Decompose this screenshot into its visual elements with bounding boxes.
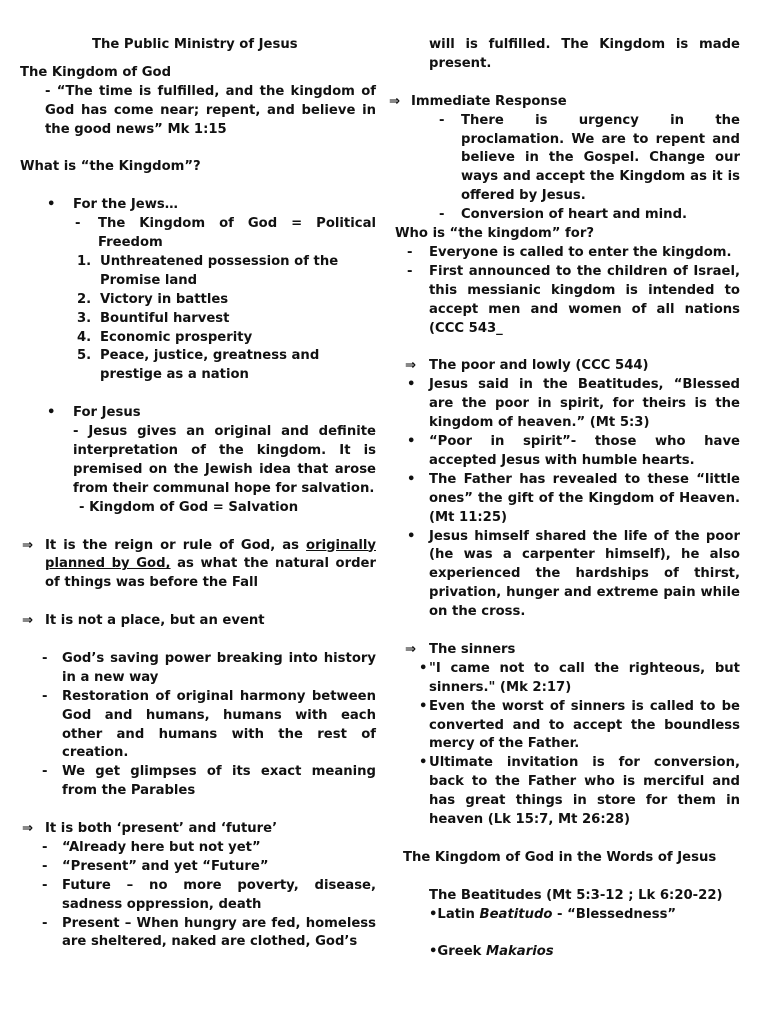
page-title: The Public Ministry of Jesus [92, 37, 298, 52]
political-freedom-item [20, 215, 376, 253]
list-item: 1. Unthreatened possession of the Promise land [77, 253, 339, 288]
list-item: • Ultimate invitation is for conversion, back to the Father who is merciful and has great things in store for them in heaven (Lk 15:7, Mt 26:28) [419, 755, 740, 828]
left-column [20, 36, 376, 952]
immediate-list [395, 112, 740, 225]
reign-text-post: as what the natural order of things was before the Fall [45, 556, 376, 591]
poor-heading [395, 357, 740, 376]
mk-quote: - “The time is fulfilled, and the kingdom of God has come near; repent, and believe in the good news” Mk 1:15 [45, 83, 376, 137]
list-item: - First announced to the children of Israel, this messianic kingdom is intended to accept men and women of all nations (CCC 543_ [407, 263, 740, 336]
right-column [389, 36, 740, 962]
greek-line: •Greek Makarios [429, 944, 554, 960]
for-jews-bullet [20, 196, 376, 215]
for-jews-label: For the Jews… [73, 197, 178, 213]
bullet-marker: • [47, 405, 56, 421]
list-item: - We get glimpses of its exact meaning from the Parables [42, 764, 376, 799]
list-item: • Even the worst of sinners is called to be converted and to accept the boundless mercy of the Father. [419, 698, 740, 752]
latin-word: Beatitudo [479, 906, 553, 922]
arrow-icon: ⇒ [405, 641, 417, 657]
political-freedom-text: The Kingdom of God = Political Freedom [98, 216, 376, 251]
dash-marker: - [75, 216, 81, 232]
continuation-text: will is fulfilled. The Kingdom is made present. [429, 37, 740, 71]
arrow-icon: ⇒ [22, 821, 34, 837]
beatitudes-line: The Beatitudes (Mt 5:3-12 ; Lk 6:20-22) [429, 887, 723, 903]
salvation-line: - Kingdom of God = Salvation [79, 499, 299, 515]
list-item: • Jesus himself shared the life of the poor (he was a carpenter himself), he also experienced the hardships of thirst, privation, hunger and extreme pain while on the cross. [407, 528, 740, 620]
list-item: • The Father has revealed to these “little ones” the gift of the Kingdom of Heaven. (Mt 11:25) [407, 471, 740, 525]
arrow-icon: ⇒ [389, 93, 401, 109]
list-item: - Everyone is called to enter the kingdom. [407, 244, 732, 260]
list-item: 2. Victory in battles [77, 291, 229, 307]
sinners-heading [395, 641, 740, 660]
immediate-heading [389, 93, 740, 112]
arrow-icon: ⇒ [22, 613, 34, 629]
present-future-heading [20, 820, 376, 839]
list-item: - Present – When hungry are fed, homeless are sheltered, naked are clothed, God’s [42, 915, 376, 950]
words-heading: The Kingdom of God in the Words of Jesus [403, 849, 717, 865]
for-jesus-label: For Jesus [73, 405, 141, 421]
list-item: - Restoration of original harmony between God and humans, humans with each other and humans with the rest of creation. [42, 688, 376, 761]
list-item: • “Poor in spirit”- those who have accepted Jesus with humble hearts. [407, 434, 740, 468]
event-heading-text: It is not a place, but an event [45, 613, 265, 629]
arrow-icon: ⇒ [22, 537, 34, 553]
kingdom-heading: The Kingdom of God [20, 64, 172, 80]
list-item: - Conversion of heart and mind. [439, 207, 688, 223]
arrow-icon: ⇒ [405, 358, 417, 374]
reign-underlined: originally planned by God, [45, 537, 376, 572]
sinners-heading-text: The sinners [429, 641, 516, 657]
greek-word: Makarios [486, 944, 554, 960]
list-item: • "I came not to call the righteous, but sinners." (Mk 2:17) [419, 660, 740, 695]
reign-point [20, 537, 376, 594]
poor-heading-text: The poor and lowly (CCC 544) [429, 358, 649, 374]
reign-text-pre: It is the reign or rule of God, as [45, 537, 307, 553]
list-item: - Future – no more poverty, disease, sadness oppression, death [42, 877, 376, 912]
jews-hopes-list [20, 253, 376, 385]
who-heading: Who is “the kingdom” for? [395, 226, 595, 242]
jesus-interpretation: - Jesus gives an original and definite interpretation of the kingdom. It is premised on the Jewish idea that arose from their communal hope for salvation. [73, 424, 376, 496]
event-list [20, 650, 376, 801]
list-item: • Jesus said in the Beatitudes, “Blessed are the poor in spirit, for theirs is the kingdom of heaven.” (Mt 5:3) [407, 377, 740, 431]
list-item: - “Already here but not yet” [42, 839, 261, 855]
immediate-heading-text: Immediate Response [411, 93, 567, 109]
list-item: 3. Bountiful harvest [77, 310, 230, 326]
poor-list [395, 376, 740, 622]
list-item: - God’s saving power breaking into history in a new way [42, 650, 376, 685]
for-jesus-bullet [20, 404, 376, 423]
event-heading [20, 612, 376, 631]
sinners-list [395, 660, 740, 830]
list-item: - There is urgency in the proclamation. We are to repent and believe in the Gospel. Change our ways and accept the Kingdom as it is offered by Jesus. [439, 112, 740, 204]
list-item: - “Present” and yet “Future” [42, 858, 269, 874]
present-future-heading-text: It is both ‘present’ and ‘future’ [45, 821, 278, 837]
present-future-list [20, 839, 376, 952]
who-list [395, 244, 740, 339]
list-item: 4. Economic prosperity [77, 329, 253, 345]
latin-line: •Latin Beatitudo - “Blessedness” [429, 906, 677, 922]
bullet-marker: • [47, 197, 56, 213]
list-item: 5. Peace, justice, greatness and prestige as a nation [77, 348, 320, 383]
what-heading: What is “the Kingdom”? [20, 159, 201, 175]
